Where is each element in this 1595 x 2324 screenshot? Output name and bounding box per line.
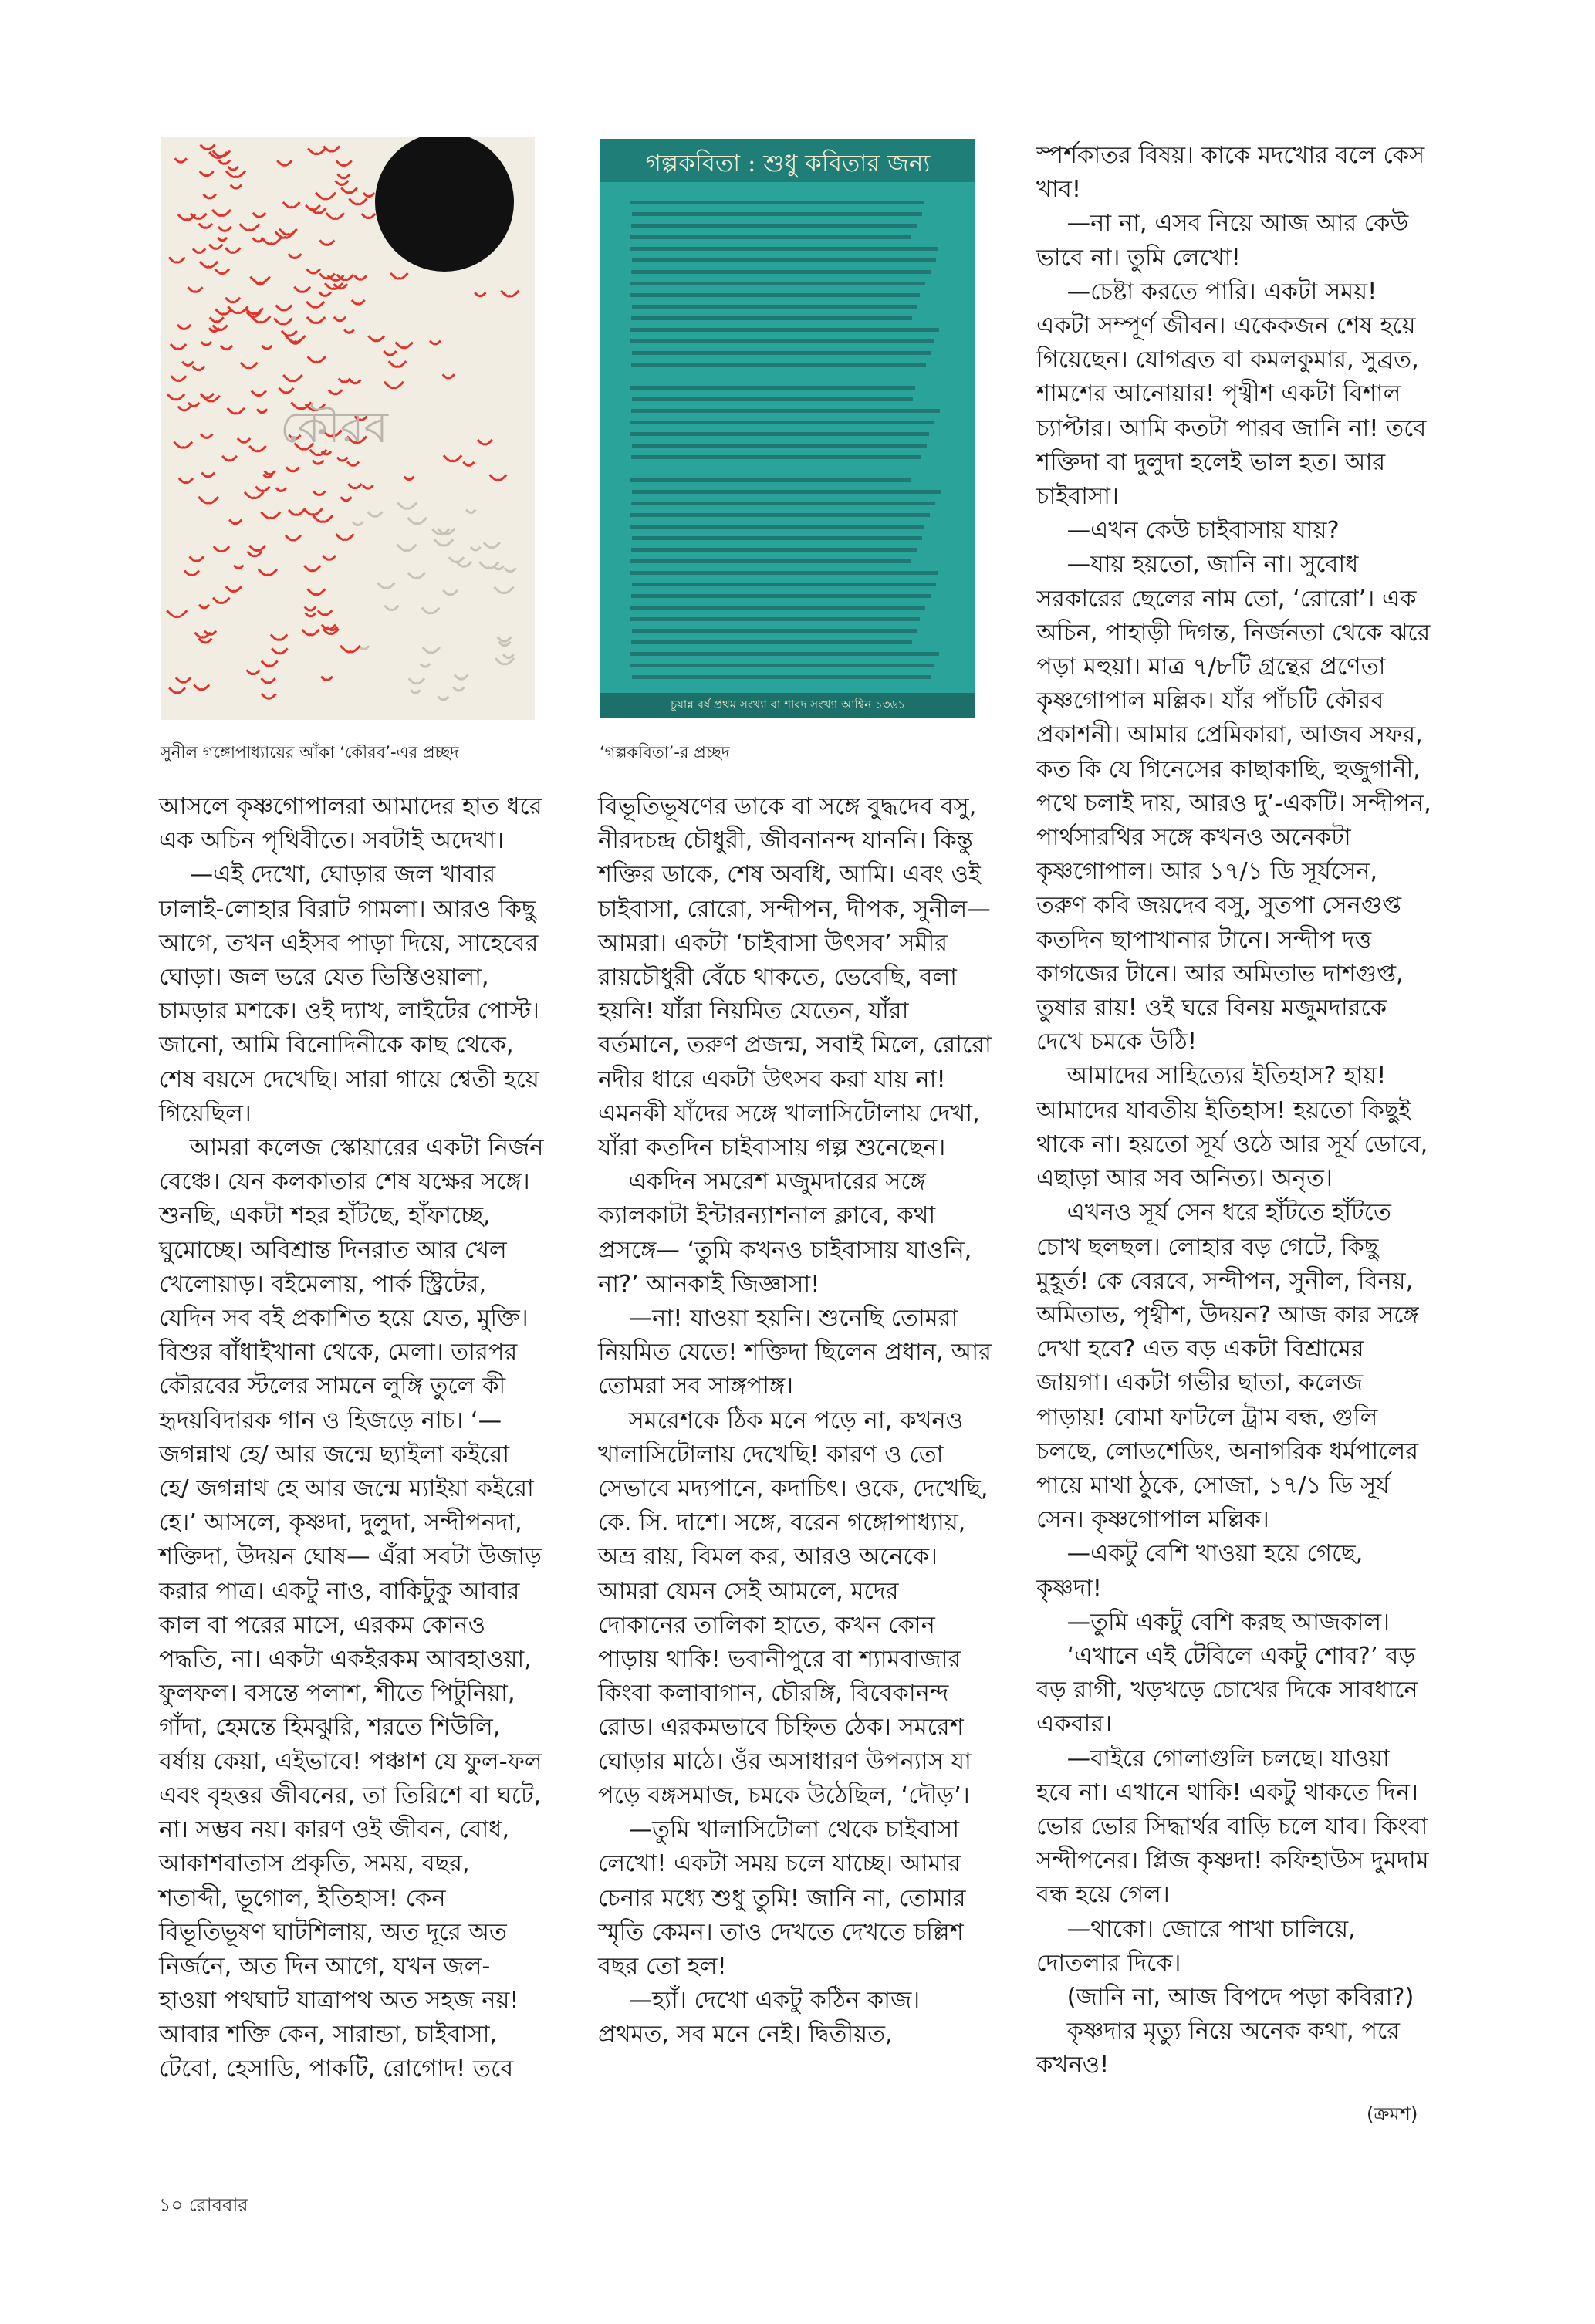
continued-note: (ক্রমশ) bbox=[1367, 2103, 1418, 2125]
paragraph: বিভূতিভূষণের ডাকে বা সঙ্গে বুদ্ধদেব বসু, নীরদচন্দ্র চৌধুরী, জীবনানন্দ যাননি। কিন্তু শক্তির ডাকে, শেষ অবধি, আমি। এবং ওই চাইবাসা, রোরো, সন্দীপন, দীপক, সুনীল— আমরা। একটা ‘চাইবাসা উৎসব’ সমীর রায়চৌধুরী বেঁচে থাকতে, ভেবেছি, বলা হয়নি! যাঁরা নিয়মিত যেতেন, যাঁরা বর্তমানে, তরুণ প্রজন্ম, সবাই মিলে, রোরো নদীর ধারে একটা উৎসব করা যায় না! এমনকী যাঁদের সঙ্গে খালাসিটোলায় দেখা, যাঁরা কতদিন চাইবাসায় গল্প শুনেছেন। bbox=[598, 793, 992, 1162]
cover-text-line bbox=[631, 594, 931, 598]
cover-text-line bbox=[631, 316, 912, 320]
cover-text-line bbox=[630, 432, 929, 436]
page-number: ১০ bbox=[159, 2194, 184, 2216]
kourav-cover-art bbox=[161, 137, 535, 720]
paragraph: সমরেশকে ঠিক মনে পড়ে না, কখনও খালাসিটোলায় দেখেছি! কারণ ও তো সেভাবে মদ্যপানে, কদাচিৎ। ওকে, দেখেছি, কে. সি. দাশে। সঙ্গে, বরেন গঙ্গোপাধ্যায়, অভ্র রায়, বিমল কর, আরও অনেকে। আমরা যেমন সেই আমলে, মদের দোকানের তালিকা হাতে, কখন কোন পাড়ায় থাকি! ভবানীপুরে বা শ্যামবাজার কিংবা কলাবাগান, চৌরঙ্গি, বিবেকানন্দ রোড। এরকমভাবে চিহ্নিত ঠেক। সমরেশ ঘোড়ার মাঠে। ওঁর অসাধারণ উপন্যাস যা পড়ে বঙ্গসমাজ, চমকে উঠেছিল, ‘দৌড়’। bbox=[598, 1407, 988, 1809]
cover-text-line bbox=[632, 305, 917, 309]
black-sun-disc bbox=[375, 137, 514, 272]
cover-text-line bbox=[630, 478, 911, 482]
article-column-1 bbox=[159, 790, 545, 2086]
paragraph: —থাকো। জোরে পাখা চালিয়ে, দোতলার দিকে। bbox=[1036, 1915, 1356, 1977]
paragraph: —চেষ্টা করতে পারি। একটা সময়! একটা সম্পূর্ণ জীবন। একেকজন শেষ হয়ে গিয়েছেন। যোগব্রত বা কমলকুমার, সুব্রত, শামশের আনোয়ার! পৃথ্বীশ একটা বিশাল চ্যাপ্টার। আমি কতটা পারব জানি না! তবে শক্তিদা বা দুলুদা হলেই ভাল হত। আর চাইবাসা। bbox=[1036, 278, 1427, 511]
cover-text-line bbox=[631, 640, 912, 644]
article-column-2 bbox=[598, 790, 992, 2052]
paragraph: ‘এখানে এই টেবিলে একটু শোব?’ বড় বড় রাগী, খড়খড়ে চোখের দিকে সাবধানে একবার। bbox=[1036, 1642, 1418, 1738]
paragraph: —হ্যাঁ। দেখো একটু কঠিন কাজ। প্রথমত, সব মনে নেই। দ্বিতীয়ত, bbox=[598, 1987, 921, 2049]
article-column-3 bbox=[1036, 139, 1431, 2083]
cover-text-line bbox=[630, 606, 925, 610]
cover-text-line bbox=[631, 455, 921, 459]
cover-text-line bbox=[630, 293, 920, 297]
cover-text-line bbox=[632, 258, 936, 262]
cover-text-line bbox=[632, 397, 913, 401]
cover-text-line bbox=[630, 328, 939, 332]
cover-text-line bbox=[632, 351, 931, 355]
paragraph: স্পর্শকাতর বিষয়। কাকে মদখোর বলে কেস খাব! bbox=[1036, 142, 1425, 204]
cover-text-line bbox=[630, 513, 930, 517]
cover-text-line bbox=[632, 444, 927, 448]
paragraph: আমরা কলেজ স্কোয়ারের একটা নির্জন বেঞ্চে। যেন কলকাতার শেষ যক্ষের সঙ্গে। শুনছি, একটা শহর হাঁটছে, হাঁফাচ্ছে, ঘুমোচ্ছে। অবিশ্রান্ত দিনরাত আর খেল খেলোয়াড়। বইমেলায়, পার্ক স্ট্রিটের, যেদিন সব বই প্রকাশিত হয়ে যেত, মুক্তি। বিশুর বাঁধাইখানা থেকে, মেলা। তারপর কৌরবের স্টলের সামনে লুঙ্গি তুলে কী হৃদয়বিদারক গান ও হিজড়ে নাচ। ‘—জগন্নাথ হে/ আর জন্মে ছ্যাইলা কইরো হে/ জগন্নাথ হে আর জন্মে ম্যাইয়া কইরো হে।’ আসলে, কৃষ্ণদা, দুলুদা, সন্দীপনদা, শক্তিদা, উদয়ন ঘোষ— এঁরা সবটা উজাড় করার পাত্র। একটু নাও, বাকিটুকু আবার কাল বা পরের মাসে, এরকম কোনও পদ্ধতি, না। একটা একইরকম আবহাওয়া, ফুলফল। বসন্তে পলাশ, শীতে পিটুনিয়া, গাঁদা, হেমন্তে হিমঝুরি, শরতে শিউলি, বর্ষায় কেয়া, এইভাবে! পঞ্চাশ যে ফুল-ফল এবং বৃহত্তর জীবনের, তা তিরিশে বা ঘটে, না। সম্ভব নয়। কারণ ওই জীবন, বোধ, আকাশবাতাস প্রকৃতি, সময়, বছর, শতাব্দী, ভূগোল, ইতিহাস! কেন বিভূতিভূষণ ঘাটশিলায়, অত দূরে অত নির্জনে, অত দিন আগে, যখন জল-হাওয়া পথঘাট যাত্রাপথ অত সহজ নয়! আবার শক্তি কেন, সারান্ডা, চাইবাসা, টেবো, হেসাডি, পাকটি, রোগোদ! তবে bbox=[159, 1134, 544, 2082]
cover-text-line bbox=[630, 339, 934, 343]
cover-text-line bbox=[632, 583, 936, 586]
cover-text-line bbox=[631, 224, 917, 228]
cover-footer: চুয়ান্ন বর্ষ প্রথম সংখ্যা বা শারদ সংখ্যা আশ্বিন ১৩৬১ bbox=[670, 698, 905, 711]
kourav-cover-title: কৌরব bbox=[280, 403, 388, 453]
cover-text-line bbox=[630, 571, 938, 575]
paragraph: এখনও সূর্য সেন ধরে হাঁটতে হাঁটতে চোখ ছলছল। লোহার বড় গেটে, কিছু মুহূর্ত! কে বেরবে, সন্দীপন, সুনীল, বিনয়, অমিতাভ, পৃথ্বীশ, উদয়ন? আজ কার সঙ্গে দেখা হবে? এত বড় একটা বিশ্রামের জায়গা। একটা গভীর ছাতা, কলেজ পাড়ায়! বোমা ফাটলে ট্রাম বন্ধ, গুলি চলছে, লোডশেডিং, অনাগরিক ধর্মপালের পায়ে মাথা ঠুকে, সোজা, ১৭/১ ডি সূর্য সেন। কৃষ্ণগোপাল মল্লিক। bbox=[1036, 1199, 1419, 1534]
paragraph: একদিন সমরেশ মজুমদারের সঙ্গে ক্যালকাটা ইন্টারন্যাশনাল ক্লাবে, কথা প্রসঙ্গে— ‘তুমি কখনও চাইবাসায় যাওনি, না?’ আনকাই জিজ্ঞাসা! bbox=[598, 1168, 972, 1298]
paragraph: (জানি না, আজ বিপদে পড়া কবিরা?) bbox=[1066, 1983, 1414, 2011]
cover-text-line bbox=[632, 490, 941, 494]
cover-text-line bbox=[631, 363, 926, 367]
cover-text-line bbox=[632, 629, 917, 633]
cover-text-line bbox=[631, 270, 931, 274]
cover-text-line bbox=[630, 664, 934, 667]
page-folio bbox=[159, 2191, 248, 2222]
cover-text-line bbox=[630, 525, 924, 529]
paragraph: —একটু বেশি খাওয়া হয়ে গেছে, কৃষ্ণদা! bbox=[1036, 1540, 1364, 1602]
paragraph: আমাদের সাহিত্যের ইতিহাস? হায়! আমাদের যাবতীয় ইতিহাস! হয়তো কিছুই থাকে না। হয়তো সূর্য ওঠে আর সূর্য ডোবে, এছাড়া আর সব অনিত্য। অনৃত। bbox=[1036, 1062, 1428, 1193]
paragraph: —না না, এসব নিয়ে আজ আর কেউ ভাবে না। তুমি লেখো! bbox=[1036, 210, 1409, 272]
cover-text-line bbox=[631, 409, 940, 413]
cover-text-line bbox=[630, 652, 939, 656]
cover-masthead: গল্পকবিতা : শুধু কবিতার জন্য bbox=[645, 150, 931, 177]
kourav-cover-image bbox=[161, 137, 535, 720]
cover-text-texture bbox=[600, 139, 975, 718]
paragraph: —এই দেখো, ঘোড়ার জল খাবার ঢালাই-লোহার বিরাট গামলা। আরও কিছু আগে, তখন এইসব পাড়া দিয়ে, সাহেবের ঘোড়া। জল ভরে যেত ভিস্তিওয়ালা, চামড়ার মশকে। ওই দ্যাখ, লাইটের পোস্ট। জানো, আমি বিনোদিনীকে কাছ থেকে, শেষ বয়সে দেখেছি। সারা গায়ে শ্বেতী হয়ে গিয়েছিল। bbox=[159, 861, 539, 1127]
golpokobita-cover-image bbox=[600, 139, 975, 718]
cover-text-line bbox=[632, 536, 922, 540]
cover-text-line bbox=[630, 235, 911, 239]
cover-text-line bbox=[630, 617, 920, 621]
cover-text-line bbox=[632, 675, 931, 679]
section-name: রোববার bbox=[188, 2194, 248, 2216]
paragraph: —তুমি একটু বেশি করছ আজকাল। bbox=[1066, 1608, 1391, 1636]
cover-text-line bbox=[632, 212, 922, 216]
paragraph: —বাইরে গোলাগুলি চলছে। যাওয়া হবে না। এখানে থাকি! একটু থাকতে দিন। ভোর ভোর সিদ্ধার্থর বাড়ি চলে যাব। কিংবা সন্দীপনের। প্লিজ কৃষ্ণদা! কফিহাউস দুমদাম বন্ধ হয়ে গেল। bbox=[1036, 1745, 1429, 1909]
paragraph: —এখন কেউ চাইবাসায় যায়? bbox=[1066, 517, 1340, 545]
paragraph: কৃষ্ণদার মৃত্যু নিয়ে অনেক কথা, পরে কখনও! bbox=[1036, 2018, 1400, 2079]
cover-text-line bbox=[630, 201, 924, 204]
paragraph: —না! যাওয়া হয়নি। শুনেছি তোমরা নিয়মিত যেতে! শক্তিদা ছিলেন প্রধান, আর তোমরা সব সাঙ্গপাঙ্গ। bbox=[598, 1305, 992, 1400]
cover-text-line bbox=[630, 247, 938, 251]
kourav-caption: সুনীল গঙ্গোপাধ্যায়ের আঁকা ‘কৌরব’-এর প্রচ্ছদ bbox=[161, 743, 459, 762]
paragraph: আসলে কৃষ্ণগোপালরা আমাদের হাত ধরে এক অচিন পৃথিবীতে। সবটাই অদেখা। bbox=[159, 793, 542, 855]
cover-text-line bbox=[631, 548, 917, 552]
cover-text-line bbox=[630, 559, 911, 563]
cover-text-line bbox=[630, 421, 934, 424]
paragraph: —যায় হয়তো, জানি না। সুবোধ সরকারের ছেলের নাম তো, ‘রোরো’। এক অচিন, পাহাড়ী দিগন্ত, নির্জনতা থেকে ঝরে পড়া মহুয়া। মাত্র ৭/৮টি গ্রন্থের প্রণেতা কৃষ্ণগোপাল মল্লিক। যাঁর পাঁচটি কৌরব প্রকাশনী। আমার প্রেমিকারা, আজব সফর, কত কি যে গিনেসের কাছাকাছি, হুজুগানী, পথে চলাই দায়, আরও দু’-একটি। সন্দীপন, পার্থসারথির সঙ্গে কখনও অনেকটা কৃষ্ণগোপাল। আর ১৭/১ ডি সূর্যসেন, তরুণ কবি জয়দেব বসু, সুতপা সেনগুপ্ত কতদিন ছাপাখানার টানে। সন্দীপ দত্ত কাগজের টানে। আর অমিতাভ দাশগুপ্ত, তুষার রায়! ওই ঘরে বিনয় মজুমদারকে দেখে চমকে উঠি! bbox=[1036, 551, 1431, 1056]
paragraph: —তুমি খালাসিটোলা থেকে চাইবাসা লেখো! একটা সময় চলে যাচ্ছে। আমার চেনার মধ্যে শুধু তুমি! জানি না, তোমার স্মৃতি কেমন। তাও দেখতে দেখতে চল্লিশ বছর তো হল! bbox=[598, 1816, 966, 1980]
golpokobita-caption: ‘গল্পকবিতা’-র প্রচ্ছদ bbox=[600, 743, 730, 762]
cover-text-line bbox=[630, 386, 915, 390]
cover-text-line bbox=[630, 282, 925, 285]
cover-text-line bbox=[631, 502, 935, 505]
